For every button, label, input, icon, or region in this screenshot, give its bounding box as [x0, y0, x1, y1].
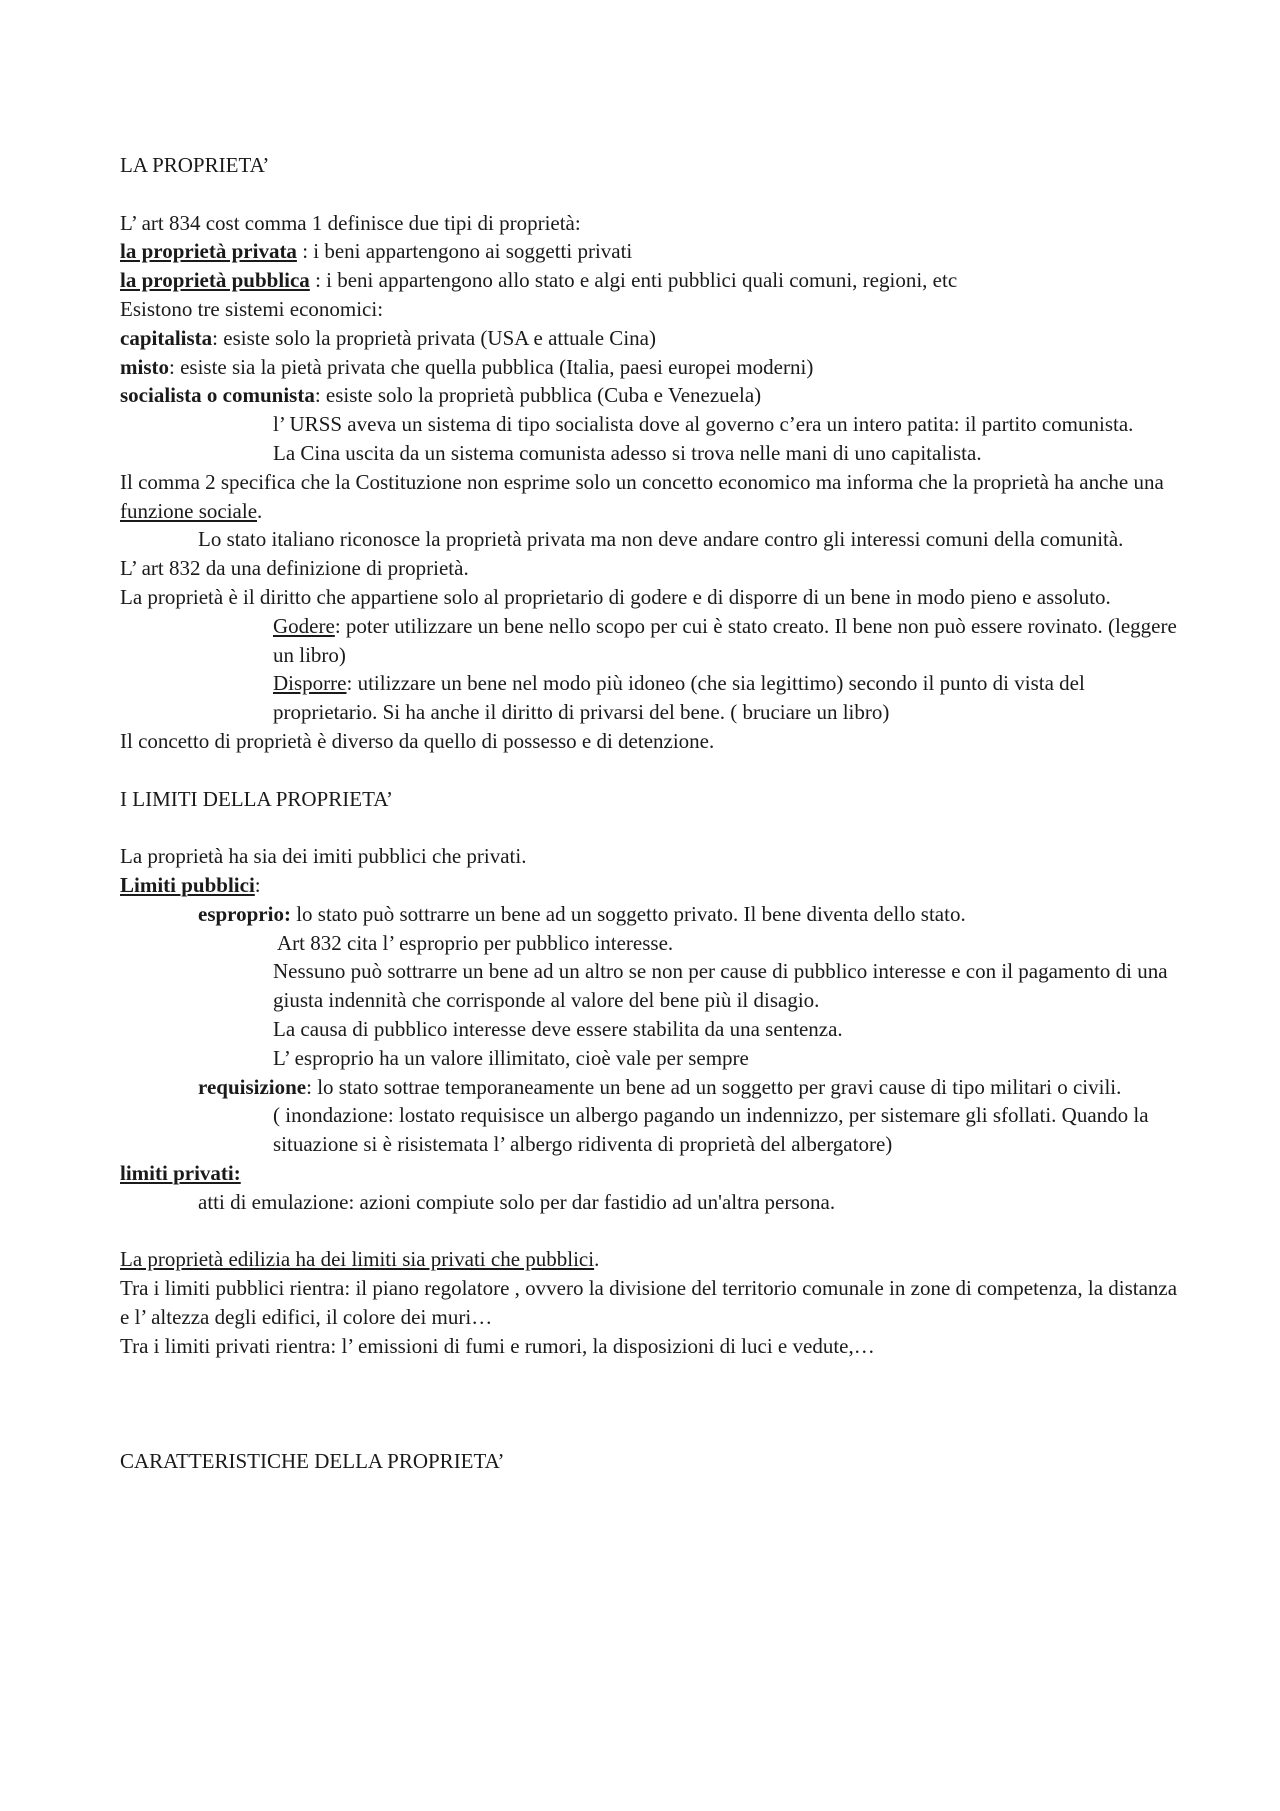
definition-item: esproprio: lo stato può sottrarre un bene ad un soggetto privato. Il bene diventa dello stato.: [198, 901, 966, 926]
indented-note: Art 832 cita l’ esproprio per pubblico interesse.: [277, 930, 674, 955]
section-heading-caratteristiche: CARATTERISTICHE DELLA PROPRIETA’: [120, 1448, 505, 1473]
paragraph: Il concetto di proprietà è diverso da quello di possesso e di detenzione.: [120, 728, 715, 753]
indented-note: l’ URSS aveva un sistema di tipo socialista dove al governo c’era un intero patita: il partito comunista.: [273, 412, 1134, 437]
paragraph: Il comma 2 specifica che la Costituzione non esprime solo un concetto economico ma informa che la proprietà ha anche una funzione sociale.: [120, 469, 1164, 523]
indented-note: La Cina uscita da un sistema comunista adesso si trova nelle mani di uno capitalista.: [273, 440, 982, 465]
definition-item: socialista o comunista: esiste solo la proprietà pubblica (Cuba e Venezuela): [120, 383, 762, 408]
term: misto: [120, 354, 169, 379]
term: la proprietà privata: [120, 239, 297, 264]
paragraph: Tra i limiti pubblici rientra: il piano regolatore , ovvero la divisione del territorio comunale in zone di competenza, la distanza e l’ altezza degli edifici, il colore dei muri…: [120, 1276, 1178, 1329]
paragraph: Esistono tre sistemi economici:: [120, 296, 384, 321]
term: esproprio:: [198, 901, 291, 926]
definition-item: capitalista: esiste solo la proprietà privata (USA e attuale Cina): [120, 325, 656, 350]
indented-note: atti di emulazione: azioni compiute solo per dar fastidio ad un'altra persona.: [198, 1189, 836, 1214]
section-heading-proprieta: LA PROPRIETA’: [120, 153, 270, 177]
underlined-term: Godere: [273, 613, 335, 638]
term: capitalista: [120, 325, 213, 350]
term: limiti privati:: [120, 1160, 241, 1185]
underlined-term: La proprietà edilizia ha dei limiti sia privati che pubblici: [120, 1247, 595, 1272]
definition-item: la proprietà privata : i beni appartengono ai soggetti privati: [120, 239, 633, 264]
indented-note: La causa di pubblico interesse deve essere stabilita da una sentenza.: [273, 1016, 843, 1041]
subheading: [120, 1159, 1180, 1188]
indented-note: Lo stato italiano riconosce la proprietà privata ma non deve andare contro gli interessi comuni della comunità.: [198, 527, 1124, 552]
paragraph: La proprietà è il diritto che appartiene solo al proprietario di godere e di disporre di un bene in modo pieno e assoluto.: [120, 584, 1111, 609]
indented-note: Nessuno può sottrarre un bene ad un altro se non per cause di pubblico interesse e con il pagamento di una giusta indennità che corrisponde al valore del bene più il disagio.: [273, 959, 1168, 1013]
term: Limiti pubblici: [120, 872, 255, 897]
underlined-term: funzione sociale: [120, 498, 258, 523]
document-body: [120, 151, 1180, 1476]
paragraph: L’ art 834 cost comma 1 definisce due tipi di proprietà:: [120, 210, 581, 235]
section-heading-limiti: I LIMITI DELLA PROPRIETA’: [120, 786, 394, 811]
paragraph: La proprietà edilizia ha dei limiti sia privati che pubblici.: [120, 1247, 600, 1272]
paragraph: Tra i limiti privati rientra: l’ emissioni di fumi e rumori, la disposizioni di luci e vedute,…: [120, 1333, 875, 1358]
paragraph: L’ art 832 da una definizione di proprietà.: [120, 556, 469, 581]
indented-definition: Godere: poter utilizzare un bene nello scopo per cui è stato creato. Il bene non può essere rovinato. (leggere un libro): [273, 613, 1177, 667]
term: requisizione: [198, 1074, 307, 1099]
term: socialista o comunista: [120, 383, 315, 408]
indented-note: L’ esproprio ha un valore illimitato, cioè vale per sempre: [273, 1045, 749, 1070]
definition-item: la proprietà pubblica : i beni appartengono allo stato e algi enti pubblici quali comuni, regioni, etc: [120, 268, 958, 293]
definition-item: misto: esiste sia la pietà privata che quella pubblica (Italia, paesi europei moderni): [120, 354, 814, 379]
subheading: Limiti pubblici:: [120, 872, 261, 897]
definition-item: requisizione: lo stato sottrae temporaneamente un bene ad un soggetto per gravi cause di tipo militari o civili.: [198, 1074, 1122, 1099]
indented-definition: Disporre: utilizzare un bene nel modo più idoneo (che sia legittimo) secondo il punto di vista del proprietario. Si ha anche il diritto di privarsi del bene. ( bruciare un libro): [273, 671, 1085, 725]
indented-note: ( inondazione: lostato requisisce un albergo pagando un indennizzo, per sistemare gli sfollati. Quando la situazione si è risistemata l’ albergo ridiventa di proprietà del albergatore): [273, 1103, 1149, 1157]
paragraph: La proprietà ha sia dei imiti pubblici che privati.: [120, 844, 527, 869]
underlined-term: Disporre: [273, 671, 347, 696]
term: la proprietà pubblica: [120, 268, 310, 293]
